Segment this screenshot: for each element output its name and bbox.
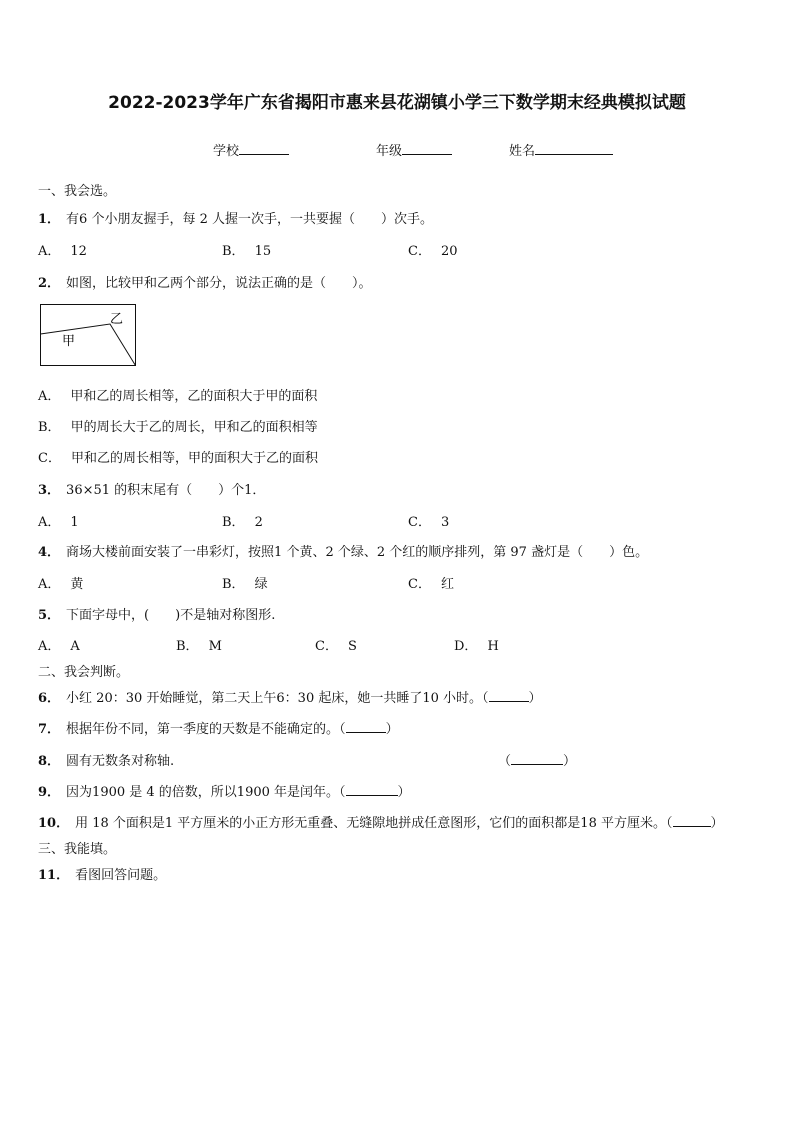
option-label: B． (38, 420, 61, 435)
option-label: B． (222, 244, 245, 259)
q5-option-d[interactable] (454, 635, 499, 654)
question-text: 如图，比较甲和乙两个部分，说法正确的是（ ）。 (66, 276, 372, 291)
grade-field[interactable] (376, 140, 452, 159)
q5-option-a[interactable] (38, 635, 80, 654)
school-blank[interactable] (239, 142, 289, 155)
q2-option-c[interactable] (38, 447, 318, 466)
q3-option-c[interactable] (408, 511, 449, 530)
option-text: 甲的周长大于乙的周长，甲和乙的面积相等 (70, 420, 318, 435)
q2-option-b[interactable] (38, 416, 318, 435)
option-label: D． (454, 639, 478, 654)
figure-divider (41, 324, 136, 366)
option-text: 甲和乙的周长相等，甲的面积大于乙的面积 (70, 451, 318, 466)
option-text: 15 (254, 244, 272, 259)
option-text: 甲和乙的周长相等，乙的面积大于甲的面积 (70, 389, 318, 404)
page-title: 2022-2023学年广东省揭阳市惠来县花湖镇小学三下数学期末经典模拟试题 (108, 93, 686, 113)
question-3 (38, 479, 265, 498)
question-2 (38, 272, 372, 291)
question-text: 因为1900 是 4 的倍数，所以1900 年是闰年。 (66, 785, 340, 800)
answer-paren[interactable]: （ ） (498, 754, 577, 769)
answer-paren[interactable]: （ ） (339, 722, 399, 737)
section-heading: 一、我会选。 (38, 184, 117, 199)
question-number: 7． (38, 722, 61, 737)
question-number: 2． (38, 276, 61, 291)
section-heading: 二、我会判断。 (38, 665, 130, 680)
question-text: 有6 个小朋友握手，每 2 人握一次手，一共要握（ ）次手。 (66, 212, 433, 227)
answer-paren[interactable]: （ ） (339, 785, 411, 800)
q5-option-b[interactable] (176, 635, 222, 654)
option-label: B． (222, 577, 245, 592)
option-text: 3 (440, 515, 450, 530)
question-text: 看图回答问题。 (75, 868, 167, 883)
question-number: 1． (38, 212, 61, 227)
question-number: 10． (38, 816, 70, 831)
q2-option-a[interactable] (38, 385, 317, 404)
option-label: B． (222, 515, 245, 530)
q1-option-a[interactable] (38, 240, 87, 259)
question-1 (38, 208, 433, 227)
option-label: C． (408, 577, 431, 592)
option-text: 红 (440, 577, 454, 592)
answer-paren[interactable]: （ ） (482, 691, 542, 706)
question-text: 圆有无数条对称轴. (66, 754, 175, 769)
name-field[interactable] (509, 140, 613, 159)
option-text: 1 (70, 515, 79, 530)
grade-label: 年级 (376, 144, 403, 159)
answer-paren[interactable]: （ ） (665, 816, 724, 831)
option-text: 黄 (70, 577, 84, 592)
q5-option-c[interactable] (315, 635, 357, 654)
question-8 (38, 750, 174, 769)
question-number: 9． (38, 785, 61, 800)
question-number: 6． (38, 691, 61, 706)
question-text: 小红 20：30 开始睡觉，第二天上午6：30 起床，她一共睡了10 小时。 (66, 691, 483, 706)
question-number: 4． (38, 545, 61, 560)
q1-option-b[interactable] (222, 240, 271, 259)
option-label: C． (408, 515, 431, 530)
question-number: 11． (38, 868, 70, 883)
option-text: S (347, 639, 357, 654)
option-label: A． (38, 244, 61, 259)
q4-option-b[interactable] (222, 573, 268, 592)
school-label: 学校 (213, 144, 240, 159)
name-blank[interactable] (535, 142, 613, 155)
option-label: B． (176, 639, 199, 654)
question-7 (38, 718, 399, 737)
option-text: H (487, 639, 499, 654)
q4-option-a[interactable] (38, 573, 83, 592)
figure-label-jia: 甲 (62, 334, 76, 349)
option-label: C． (38, 451, 61, 466)
question-11 (38, 864, 166, 883)
question-number: 3． (38, 483, 61, 498)
question-4 (38, 541, 648, 560)
q1-option-c[interactable] (408, 240, 458, 259)
question-9 (38, 781, 411, 800)
option-text: A (70, 639, 80, 654)
option-text: 2 (254, 515, 263, 530)
option-text: 绿 (254, 577, 268, 592)
question-text: 商场大楼前面安装了一串彩灯，按照1 个黄、2 个绿、2 个红的顺序排列，第 97 盏灯是（ ）色。 (66, 545, 649, 560)
option-text: 12 (70, 244, 87, 259)
option-text: 20 (440, 244, 458, 259)
school-field[interactable] (213, 140, 289, 159)
section-heading: 三、我能填。 (38, 842, 117, 857)
option-label: C． (408, 244, 431, 259)
option-label: A． (38, 639, 61, 654)
question-text: 根据年份不同，第一季度的天数是不能确定的。 (66, 722, 340, 737)
q4-option-c[interactable] (408, 573, 454, 592)
question-text: 用 18 个面积是1 平方厘米的小正方形无重叠、无缝隙地拼成任意图形，它们的面积都是18 平方厘米。 (75, 816, 666, 831)
figure-label-yi: 乙 (110, 312, 124, 327)
question-text: 下面字母中，( )不是轴对称图形. (66, 608, 276, 623)
option-label: A． (38, 515, 61, 530)
grade-blank[interactable] (402, 142, 452, 155)
question-6 (38, 687, 542, 706)
question-5 (38, 604, 275, 623)
option-label: A． (38, 389, 61, 404)
option-text: M (208, 639, 222, 654)
name-label: 姓名 (509, 144, 536, 159)
question-number: 8． (38, 754, 61, 769)
question-number: 5． (38, 608, 61, 623)
q3-option-a[interactable] (38, 511, 79, 530)
option-label: C． (315, 639, 338, 654)
question-text: 36×51 的积末尾有（ ）个1． (66, 483, 266, 498)
q3-option-b[interactable] (222, 511, 263, 530)
question-10 (38, 812, 724, 831)
option-label: A． (38, 577, 61, 592)
jia-yi-figure (40, 304, 136, 366)
